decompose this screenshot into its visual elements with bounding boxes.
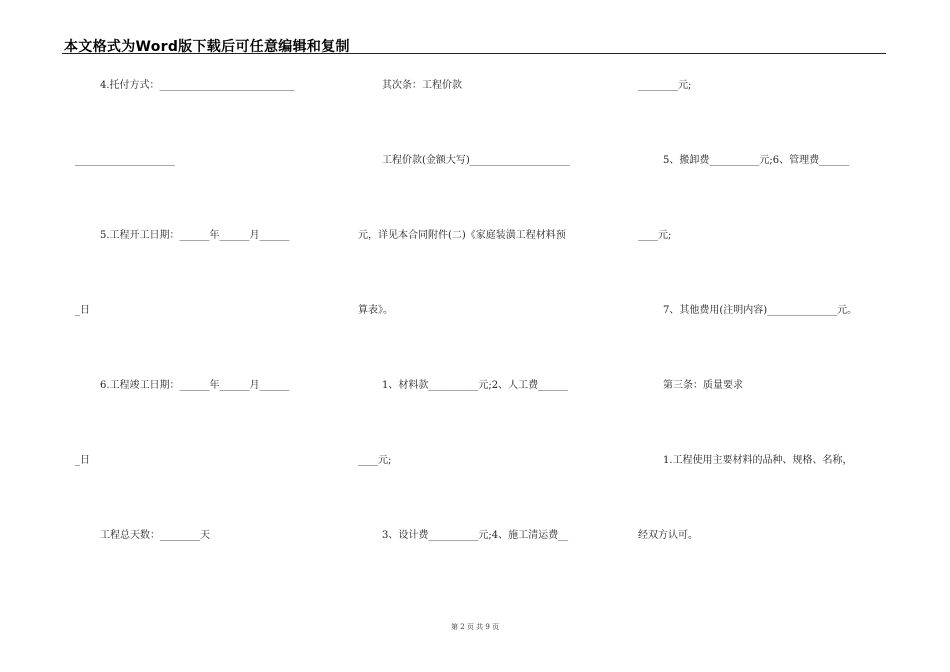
right-line-other-fees: 7、其他费用(注明内容)______________元。 <box>663 305 858 316</box>
page-header-title: 本文格式为Word版下载后可任意编辑和复制 <box>64 39 350 55</box>
right-line-article-3: 第三条：质量要求 <box>663 380 743 391</box>
middle-line-article-2: 其次条：工程价款 <box>382 80 462 91</box>
left-line-blank: ____________________ <box>75 155 175 166</box>
left-line-start-day: _日 <box>75 305 90 316</box>
left-line-start-date: 5.工程开工日期：______年______月______ <box>100 230 290 241</box>
middle-line-design-cleanup: 3、设计费__________元;4、施工清运费__ <box>382 530 569 541</box>
middle-line-labor-yuan: ____元; <box>358 455 392 466</box>
header-divider <box>62 53 886 54</box>
middle-line-price-capital: 工程价款(金额大写)____________________ <box>382 155 570 166</box>
right-line-yuan: ________元; <box>638 80 692 91</box>
left-line-payment-method: 4.托付方式：___________________________ <box>100 80 295 91</box>
left-line-total-days: 工程总天数：________天 <box>100 530 210 541</box>
middle-line-material-labor: 1、材料款__________元;2、人工费______ <box>382 380 569 391</box>
right-line-handling-management: 5、搬卸费__________元;6、管理费______ <box>663 155 850 166</box>
left-line-end-day: _日 <box>75 455 90 466</box>
middle-line-budget-table: 算表》。 <box>358 305 393 316</box>
right-line-mutual-approval: 经双方认可。 <box>638 530 698 541</box>
right-line-materials-spec: 1.工程使用主要材料的品种、规格、名称， <box>663 455 853 466</box>
page-number-footer: 第 2 页 共 9 页 <box>450 623 500 631</box>
left-line-end-date: 6.工程竣工日期：______年______月______ <box>100 380 290 391</box>
middle-line-attachment-ref: 元，详见本合同附件(二)《家庭装潢工程材料预 <box>358 230 566 241</box>
right-line-management-yuan: ____元; <box>638 230 672 241</box>
